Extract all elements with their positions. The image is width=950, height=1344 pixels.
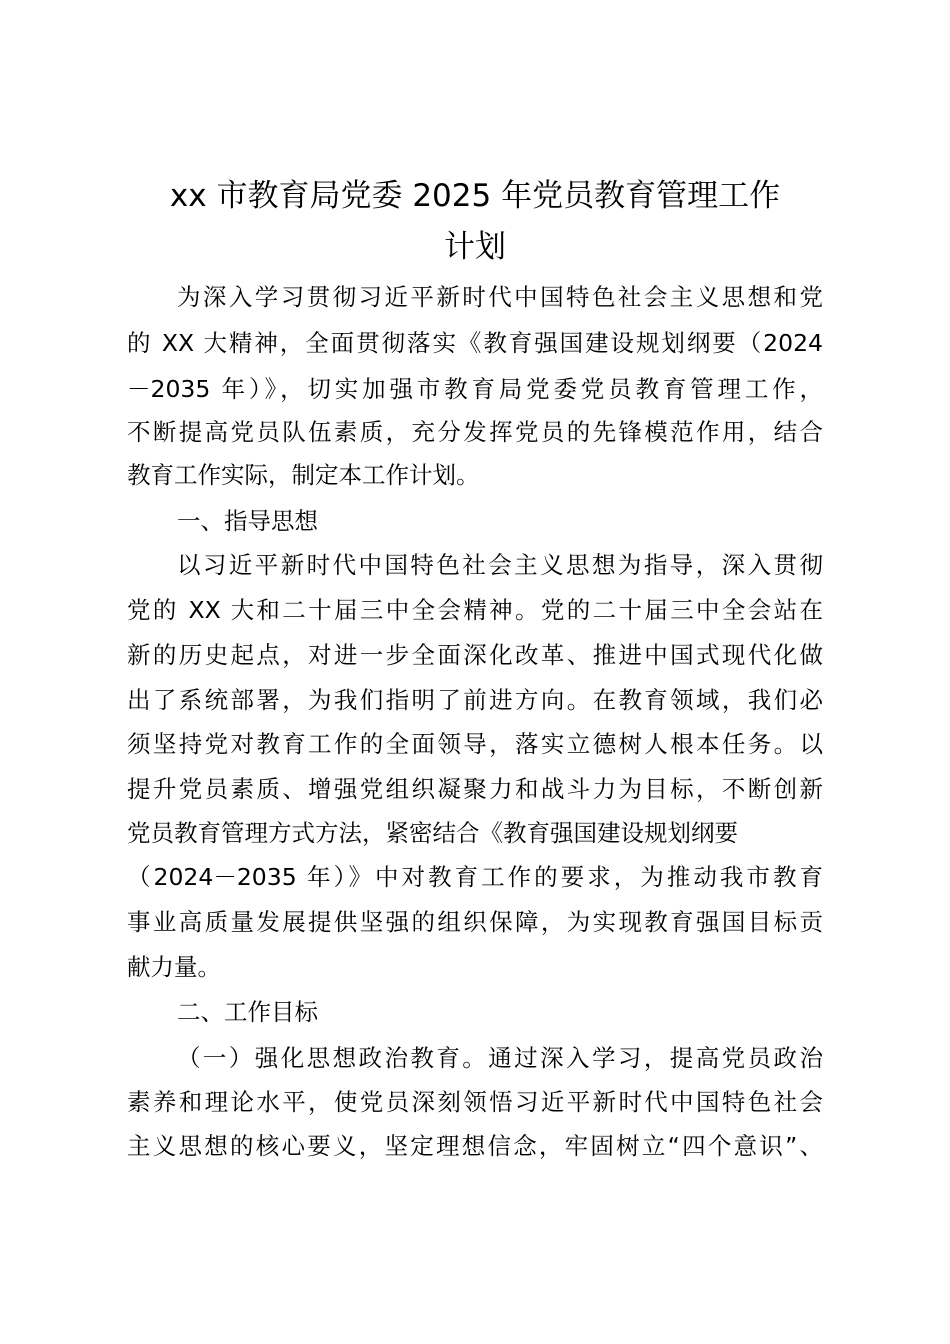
paragraph-line: 素养和理论水平，使党员深刻领悟习近平新时代中国特色社会: [127, 1088, 823, 1116]
paragraph-line: －2035 年）》，切实加强市教育局党委党员教育管理工作，: [127, 375, 823, 403]
paragraph-line: 献力量。: [127, 953, 221, 981]
paragraph-line: （一）强化思想政治教育。通过深入学习，提高党员政治: [177, 1044, 823, 1072]
paragraph-line: 主义思想的核心要义，坚定理想信念，牢固树立“四个意识”、: [127, 1132, 823, 1160]
section-heading: 一、指导思想: [177, 507, 318, 535]
paragraph-line: 须坚持党对教育工作的全面领导，落实立德树人根本任务。以: [127, 730, 823, 758]
paragraph-line: 党员教育管理方式方法，紧密结合《教育强国建设规划纲要: [127, 819, 738, 847]
paragraph-line: 新的历史起点，对进一步全面深化改革、推进中国式现代化做: [127, 641, 823, 669]
paragraph-line: 为深入学习贯彻习近平新时代中国特色社会主义思想和党: [177, 283, 823, 311]
paragraph-line: 提升党员素质、增强党组织凝聚力和战斗力为目标，不断创新: [127, 775, 823, 803]
section-heading: 二、工作目标: [177, 998, 318, 1026]
paragraph-line: 教育工作实际，制定本工作计划。: [127, 461, 480, 489]
paragraph-line: 的 XX 大精神，全面贯彻落实《教育强国建设规划纲要（2024: [127, 329, 823, 357]
paragraph-line: 不断提高党员队伍素质，充分发挥党员的先锋模范作用，结合: [127, 418, 823, 446]
document-title-line-1: xx 市教育局党委 2025 年党员教育管理工作: [169, 178, 781, 214]
paragraph-line: 事业高质量发展提供坚强的组织保障，为实现教育强国目标贡: [127, 908, 823, 936]
paragraph-line: 以习近平新时代中国特色社会主义思想为指导，深入贯彻: [177, 551, 823, 579]
paragraph-line: 党的 XX 大和二十届三中全会精神。党的二十届三中全会站在: [127, 596, 823, 624]
document-title-line-2: 计划: [444, 229, 506, 265]
paragraph-line: 出了系统部署，为我们指明了前进方向。在教育领域，我们必: [127, 686, 823, 714]
paragraph-line: （2024－2035 年）》中对教育工作的要求，为推动我市教育: [127, 863, 823, 891]
